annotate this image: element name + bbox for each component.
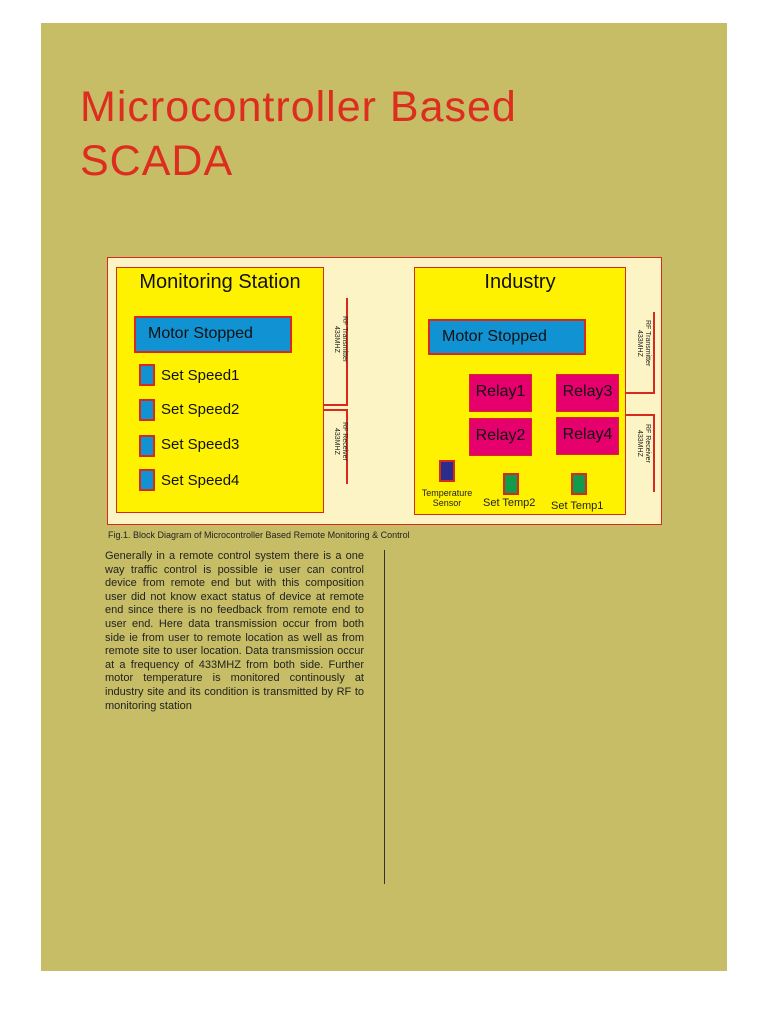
industry-rf-tx-bar xyxy=(653,312,655,394)
relay2: Relay2 xyxy=(469,418,532,456)
monitoring-motor-status: Motor Stopped xyxy=(134,316,292,353)
set-temp2-switch[interactable] xyxy=(503,473,519,495)
figure-caption: Fig.1. Block Diagram of Microcontroller Based Remote Monitoring & Control xyxy=(108,530,410,540)
set-speed4-switch[interactable] xyxy=(139,469,155,491)
industry-rf-rx-line xyxy=(626,414,654,416)
document-title xyxy=(80,80,517,188)
industry-rf-tx-line xyxy=(626,392,654,394)
relay3: Relay3 xyxy=(556,374,619,412)
temperature-sensor xyxy=(439,460,455,482)
set-speed2-switch[interactable] xyxy=(139,399,155,421)
monitoring-rf-transmitter-label: RF Transmitter 433MHZ xyxy=(333,316,348,363)
set-speed1-label: Set Speed1 xyxy=(161,367,240,384)
block-diagram xyxy=(107,257,662,525)
monitoring-rf-receiver-label: RF Receiver 433MHZ xyxy=(333,422,348,461)
monitoring-station-title: Monitoring Station xyxy=(139,271,301,293)
column-divider xyxy=(384,550,385,884)
title-line-2: SCADA xyxy=(80,137,234,185)
monitoring-station-panel xyxy=(116,267,324,513)
title-line-1: Microcontroller Based xyxy=(80,83,517,131)
temperature-sensor-label: Temperature Sensor xyxy=(421,488,473,508)
set-speed2-label: Set Speed2 xyxy=(161,401,240,418)
set-speed3-label: Set Speed3 xyxy=(161,436,240,453)
industry-rf-transmitter-label: RF Transmitter 433MHZ xyxy=(636,320,651,367)
set-speed3-switch[interactable] xyxy=(139,435,155,457)
industry-panel xyxy=(414,267,626,515)
body-paragraph: Generally in a remote control system there is a one way traffic control is possible ie user can control device from remote end but with this composition user did not know exact status of device at remote end since there is no feedback from remote end to user end. Here data transmission occur from both side ie from user to remote location as well as from remote site to user location. Data transmission occur at a frequency of 433MHZ from both side. Further motor temperature is monitored continously at industry site and its condition is transmitted by RF to monitoring station xyxy=(105,550,364,712)
industry-title: Industry xyxy=(484,271,556,293)
monitoring-rf-tx-line xyxy=(324,404,348,406)
relay4: Relay4 xyxy=(556,417,619,455)
industry-motor-status: Motor Stopped xyxy=(428,319,586,355)
industry-rf-receiver-label: RF Receiver 433MHZ xyxy=(636,424,651,463)
set-speed1-switch[interactable] xyxy=(139,364,155,386)
set-temp1-label: Set Temp1 xyxy=(551,500,604,512)
industry-rf-rx-bar xyxy=(653,414,655,492)
set-temp2-label: Set Temp2 xyxy=(483,497,536,509)
set-temp1-switch[interactable] xyxy=(571,473,587,495)
monitoring-rf-rx-line xyxy=(324,409,348,411)
relay1: Relay1 xyxy=(469,374,532,412)
set-speed4-label: Set Speed4 xyxy=(161,472,240,489)
